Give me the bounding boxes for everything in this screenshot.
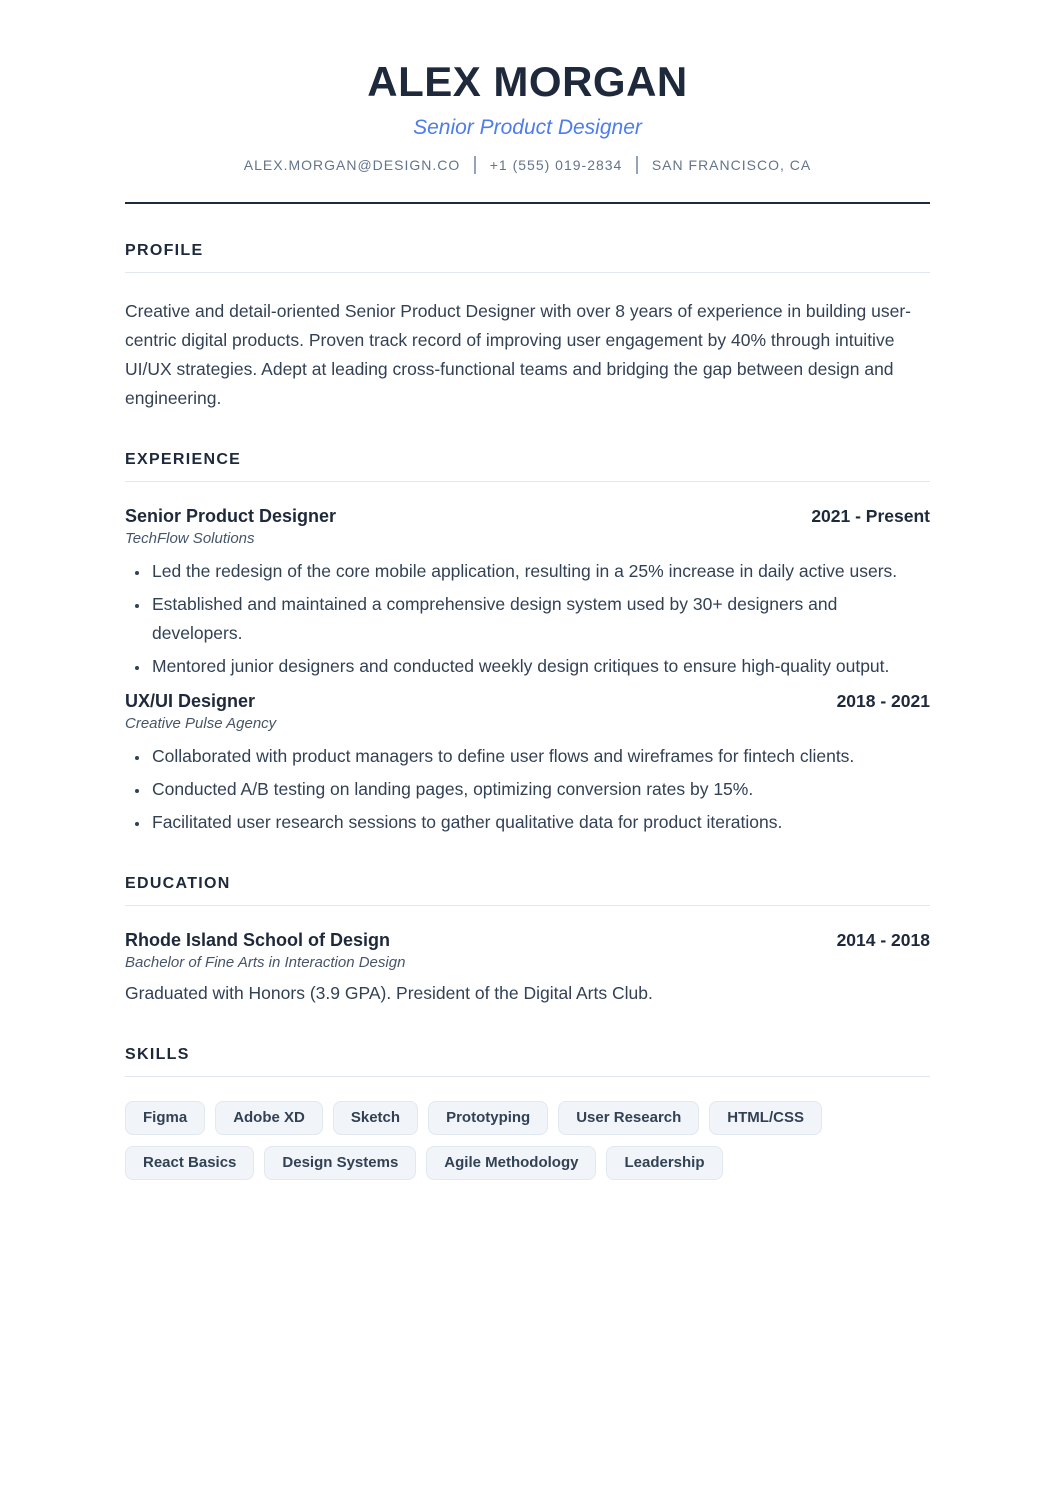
skill-chip: Design Systems xyxy=(264,1146,416,1180)
job-header xyxy=(125,506,930,527)
education-heading: EDUCATION xyxy=(125,875,930,906)
section-skills xyxy=(125,1046,930,1180)
experience-heading: EXPERIENCE xyxy=(125,451,930,482)
contact-separator xyxy=(636,156,638,174)
profile-text: Creative and detail-oriented Senior Product Designer with over 8 years of experience in building user-centric digital products. Proven track record of improving user engagement by 40% through intuitive UI/UX strategies. Adept at leading cross-functional teams and bridging the gap between design and engineering. xyxy=(125,301,911,408)
skills-heading: SKILLS xyxy=(125,1046,930,1077)
job-bullet-list xyxy=(125,557,930,681)
education-header xyxy=(125,930,930,951)
bullet-item: • Mentored junior designers and conducted weekly design critiques to ensure high-quality output. xyxy=(150,652,930,681)
job-dates: 2018 - 2021 xyxy=(836,691,930,711)
skill-chip: User Research xyxy=(558,1101,699,1135)
candidate-name: ALEX MORGAN xyxy=(367,58,688,105)
school-dates: 2014 - 2018 xyxy=(836,930,930,950)
job-title: UX/UI Designer xyxy=(125,691,256,711)
job-header xyxy=(125,691,930,712)
skill-chip: Figma xyxy=(125,1101,205,1135)
contact-phone: +1 (555) 019-2834 xyxy=(489,157,623,173)
contact-email: ALEX.MORGAN@DESIGN.CO xyxy=(243,157,461,173)
education-entry xyxy=(125,930,930,1008)
school-name: Rhode Island School of Design xyxy=(125,930,391,950)
job-dates: 2021 - Present xyxy=(811,506,930,526)
skill-chip: Adobe XD xyxy=(215,1101,323,1135)
education-details: Graduated with Honors (3.9 GPA). President of the Digital Arts Club. xyxy=(125,983,653,1003)
candidate-title: Senior Product Designer xyxy=(413,116,642,139)
skill-chip: Sketch xyxy=(333,1101,418,1135)
job-title: Senior Product Designer xyxy=(125,506,337,526)
profile-heading: PROFILE xyxy=(125,242,930,273)
bullet-item: • Collaborated with product managers to define user flows and wireframes for fintech clients. xyxy=(150,742,930,771)
bullet-item: • Established and maintained a comprehensive design system used by 30+ designers and developers. xyxy=(150,590,930,648)
section-education xyxy=(125,875,930,1008)
job-bullet-list xyxy=(125,742,930,837)
skill-chip: Agile Methodology xyxy=(426,1146,596,1180)
section-profile xyxy=(125,242,930,413)
skill-chip: HTML/CSS xyxy=(709,1101,822,1135)
bullet-item: • Facilitated user research sessions to gather qualitative data for product iterations. xyxy=(150,808,930,837)
job-entry xyxy=(125,506,930,681)
bullet-item: • Led the redesign of the core mobile application, resulting in a 25% increase in daily active users. xyxy=(150,557,930,586)
contact-location: SAN FRANCISCO, CA xyxy=(651,157,812,173)
header-divider xyxy=(125,202,930,204)
skill-tag-list xyxy=(125,1101,930,1180)
contact-line xyxy=(125,156,930,174)
bullet-item: • Conducted A/B testing on landing pages, optimizing conversion rates by 15%. xyxy=(150,775,930,804)
skill-chip: React Basics xyxy=(125,1146,254,1180)
job-entry xyxy=(125,691,930,837)
skill-chip: Leadership xyxy=(606,1146,722,1180)
degree-name: Bachelor of Fine Arts in Interaction Design xyxy=(125,954,406,971)
contact-separator xyxy=(474,156,476,174)
skill-chip: Prototyping xyxy=(428,1101,548,1135)
resume-header xyxy=(125,58,930,174)
job-company: Creative Pulse Agency xyxy=(125,715,277,732)
section-experience xyxy=(125,451,930,837)
job-company: TechFlow Solutions xyxy=(125,530,255,547)
